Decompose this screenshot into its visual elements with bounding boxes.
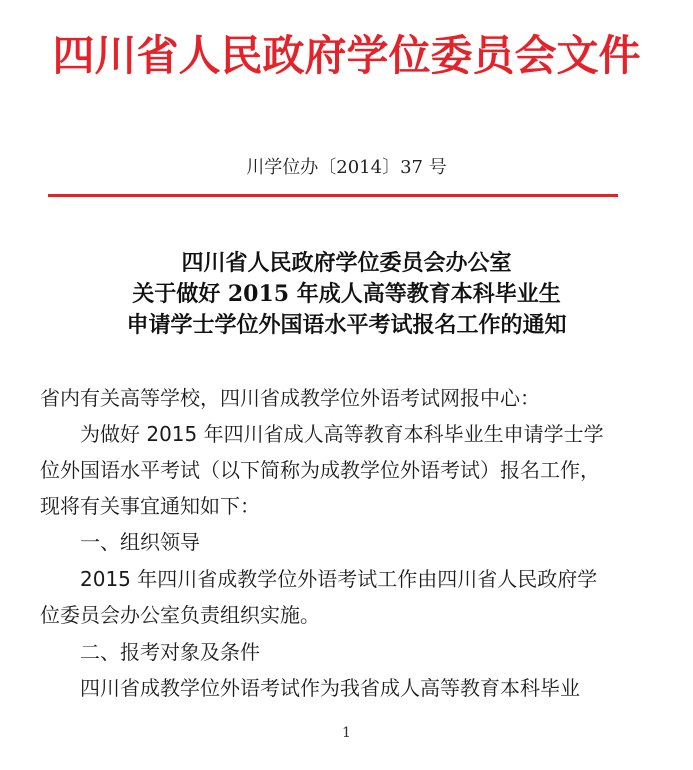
page-number: 1 bbox=[342, 725, 351, 741]
body-line-3: 位外国语水平考试（以下简称为成教学位外语考试）报名工作， bbox=[40, 458, 600, 482]
body-line-4: 现将有关事宜通知如下： bbox=[40, 494, 260, 518]
body-line-7: 位委员会办公室负责组织实施。 bbox=[40, 603, 320, 627]
header-divider-rule bbox=[48, 194, 618, 197]
section-heading-eligibility: 二、报考对象及条件 bbox=[40, 640, 260, 664]
body-line-2: 为做好 2015 年四川省成人高等教育本科毕业生申请学士学 bbox=[40, 422, 604, 446]
notice-title-line-2: 关于做好 2015 年成人高等教育本科毕业生 bbox=[132, 281, 561, 307]
document-header-title: 四川省人民政府学位委员会文件 bbox=[52, 31, 641, 80]
body-line-9: 四川省成教学位外语考试作为我省成人高等教育本科毕业 bbox=[40, 676, 580, 700]
section-heading-organization: 一、组织领导 bbox=[40, 530, 200, 554]
document-number: 川学位办〔2014〕37 号 bbox=[246, 157, 447, 178]
body-line-addressee: 省内有关高等学校，四川省成教学位外语考试网报中心： bbox=[40, 386, 540, 410]
notice-title-line-3: 申请学士学位外国语水平考试报名工作的通知 bbox=[126, 312, 567, 338]
notice-title bbox=[0, 248, 693, 341]
notice-title-line-1: 四川省人民政府学位委员会办公室 bbox=[181, 250, 512, 276]
body-line-6: 2015 年四川省成教学位外语考试工作由四川省人民政府学 bbox=[40, 567, 598, 591]
